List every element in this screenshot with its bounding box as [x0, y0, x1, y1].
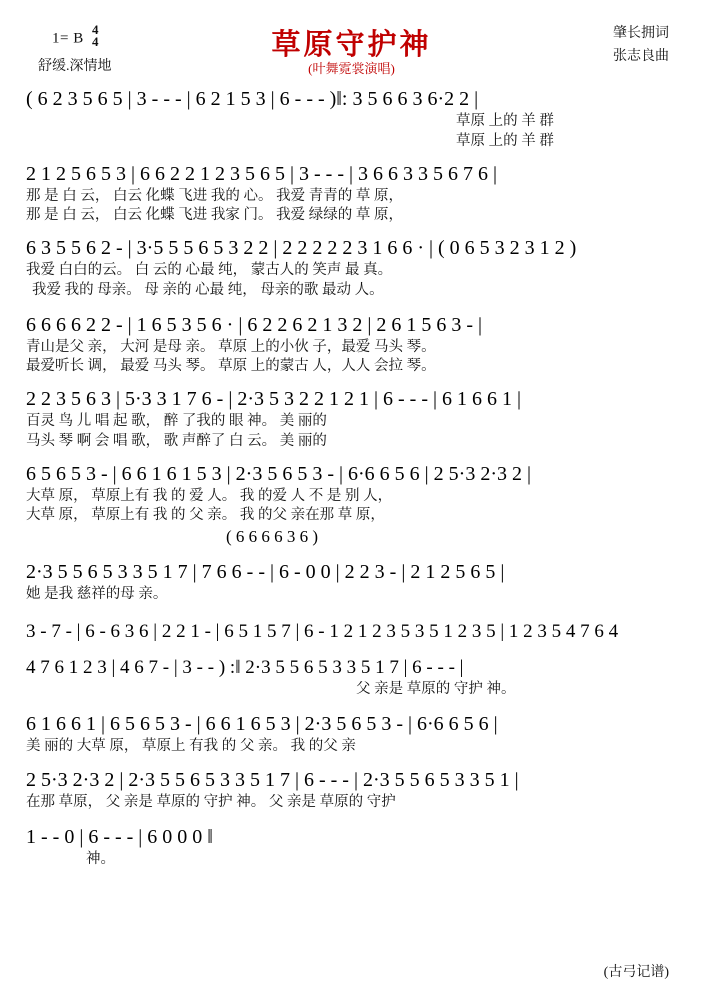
lyricist-credit: 肇长拥词: [613, 26, 669, 41]
notation-row: 3 - 7 - | 6 - 6 3 6 | 2 2 1 - | 6 5 1 5 7 | 6 - 1 2 1 2 3 5 3 5 1 2 3 5 | 1 2 3 5 4 7 6 4: [26, 621, 619, 643]
lyric-row-1: 神。: [86, 851, 115, 868]
lyric-row-1: 她 是我 慈祥的母 亲。: [26, 585, 168, 602]
lyric-row-2: 我爱 我的 母亲。 母 亲的 心最 纯， 母亲的歌 最动 人。: [32, 281, 384, 298]
lyric-row-1: 父 亲是 草原的 守护 神。: [356, 680, 516, 697]
lyric-row-2: 马头 琴 啊 会 唱 歌， 歌 声醉了 白 云。 美 丽的: [26, 432, 327, 449]
lyric-row-2: 那 是 白 云， 白云 化蝶 飞进 我家 门。 我爱 绿绿的 草 原，: [26, 207, 403, 224]
tempo-marking: 舒缓.深情地: [38, 59, 112, 74]
score-line: [26, 88, 677, 153]
time-signature-bottom: 4: [91, 34, 99, 50]
notation-row: 2·3 5 5 6 5 3 3 5 1 7 | 7 6 6 - - | 6 - 0 0 | 2 2 3 - | 2 1 2 5 6 5 |: [26, 560, 505, 583]
lyric-row-1: 草原 上的 羊 群: [456, 113, 554, 129]
lyric-row-1: 百灵 鸟 儿 唱 起 歌， 醉 了我的 眼 神。 美 丽的: [26, 413, 327, 429]
lyric-row-1: 在那 草原， 父 亲是 草原的 守护 神。 父 亲是 草原的 守护: [26, 794, 396, 811]
score-line: [26, 713, 677, 758]
score-line: [26, 314, 677, 379]
lyric-row-1: 青山是父 亲， 大河 是母 亲。 草原 上的小伙 子，最爱 马头 琴。: [26, 338, 436, 355]
notation-row: 6 3 5 5 6 2 - | 3·5 5 5 6 5 3 2 2 | 2 2 2 2 2 3 1 6 6 · | ( 0 6 5 3 2 3 1 2 ): [26, 237, 577, 259]
credits: [613, 22, 669, 68]
score-line: [26, 621, 677, 643]
score-body: [0, 86, 703, 1007]
time-signature-top: 4: [91, 22, 99, 37]
lyric-row-1: 那 是 白 云， 白云 化蝶 飞进 我的 心。 我爱 青青的 草 原，: [26, 187, 403, 204]
score-line: [26, 657, 677, 701]
composer-credit: 张志良曲: [613, 49, 669, 65]
lyric-row-1: 大草 原， 草原上有 我 的 爱 人。 我 的爱 人 不 是 别 人，: [26, 487, 393, 504]
page-title: 草原守护神: [271, 29, 432, 61]
notation-row-ossia: ( 6 6 6 6 3 6 ): [226, 527, 319, 546]
notation-row: ( 6 2 3 5 6 5 | 3 - - - | 6 2 1 5 3 | 6 - - - )‖: 3 5 6 6 3 6·2 2 |: [26, 88, 479, 110]
score-line: [26, 826, 677, 871]
notation-row: 6 6 6 6 2 2 - | 1 6 5 3 5 6 · | 6 2 2 6 2 1 3 2 | 2 6 1 5 6 3 - |: [26, 313, 482, 336]
notation-row: 2 2 3 5 6 3 | 5·3 3 1 7 6 - | 2·3 5 3 2 2 1 2 1 | 6 - - - | 6 1 6 6 1 |: [26, 388, 521, 410]
notation-row: 2 5·3 2·3 2 | 2·3 5 5 6 5 3 3 5 1 7 | 6 - - - | 2·3 5 5 6 5 3 3 5 1 |: [26, 769, 519, 792]
score-line: [26, 561, 677, 606]
notation-row: 6 5 6 5 3 - | 6 6 1 6 1 5 3 | 2·3 5 6 5 3 - | 6·6 6 5 6 | 2 5·3 2·3 2 |: [26, 462, 531, 485]
page-subtitle: (叶舞霓裳演唱): [308, 61, 395, 76]
score-line: [26, 237, 677, 302]
score-line: [26, 463, 677, 547]
lyric-row-2: 草原 上的 羊 群: [456, 132, 554, 149]
notation-row: 6 1 6 6 1 | 6 5 6 5 3 - | 6 6 1 6 5 3 | 2·3 5 6 5 3 - | 6·6 6 5 6 |: [26, 712, 498, 735]
lyric-row-2: 大草 原， 草原上有 我 的 父 亲。 我 的父 亲在那 草 原，: [26, 507, 385, 524]
score-header: [0, 0, 703, 86]
lyric-row-1: 美 丽的 大草 原， 草原上 有我 的 父 亲。 我 的父 亲: [26, 737, 356, 754]
transcriber-credit: (古弓记谱): [603, 965, 669, 980]
notation-row: 2 1 2 5 6 5 3 | 6 6 2 2 1 2 3 5 6 5 | 3 - - - | 3 6 6 3 3 5 6 7 6 |: [26, 162, 497, 185]
key-signature-text: 1= B: [52, 30, 84, 47]
notation-row: 1 - - 0 | 6 - - - | 6 0 0 0 ‖: [26, 826, 213, 849]
lyric-row-2: 最爱听长 调， 最爱 马头 琴。 草原 上的蒙古 人，人人 会拉 琴。: [26, 358, 436, 375]
lyric-row-1: 我爱 白白的云。 白 云的 心最 纯， 蒙古人的 笑声 最 真。: [26, 262, 393, 278]
notation-row: 4 7 6 1 2 3 | 4 6 7 - | 3 - - ) :‖ 2·3 5 5 6 5 3 3 5 1 7 | 6 - - - |: [26, 657, 464, 679]
score-line: [26, 163, 677, 228]
score-line: [26, 769, 677, 814]
score-line: [26, 388, 677, 453]
